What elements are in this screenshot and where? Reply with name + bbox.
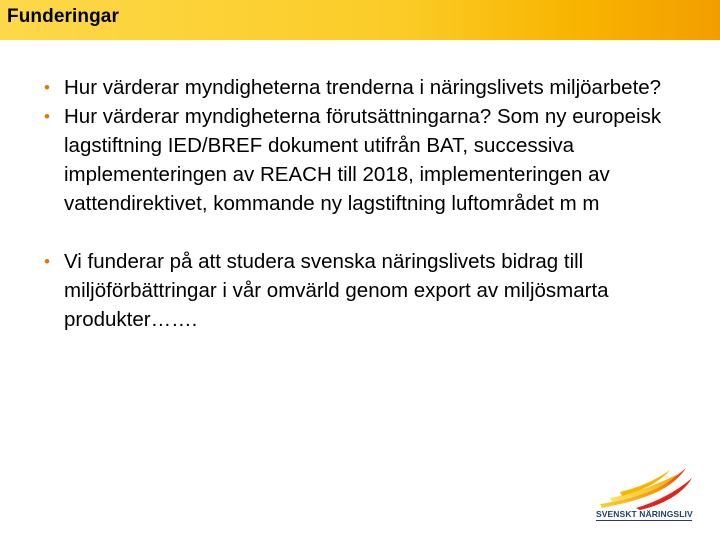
- bullet-text: Hur värderar myndigheterna trenderna i näringslivets miljöarbete?: [64, 76, 662, 99]
- bullet-item: [44, 73, 694, 102]
- bullet-marker: •: [44, 78, 50, 97]
- logo-text: SVENSKT NÄRINGSLIV: [596, 509, 693, 519]
- bullet-list: [44, 73, 694, 334]
- bullet-marker: •: [44, 252, 50, 271]
- svenskt-naringsliv-logo: [596, 464, 720, 526]
- bullet-item: [44, 247, 694, 334]
- page-title: Funderingar: [7, 6, 119, 27]
- bullet-marker: •: [44, 107, 50, 126]
- bullet-text: Hur värderar myndigheterna förutsättningarna? Som ny europeisk lagstiftning IED/BREF dokument utifrån BAT, successiva implementeringen av REACH till 2018, implementeringen av vattendirektivet, kommande ny lagstiftning luftområdet m m: [64, 105, 662, 215]
- logo-rule: [596, 520, 692, 521]
- logo-flame-icon: [596, 464, 696, 510]
- bullet-item: [44, 102, 694, 218]
- bullet-text: Vi funderar på att studera svenska näringslivets bidrag till miljöförbättringar i vår omvärld genom export av miljösmarta produkter…….: [64, 250, 609, 331]
